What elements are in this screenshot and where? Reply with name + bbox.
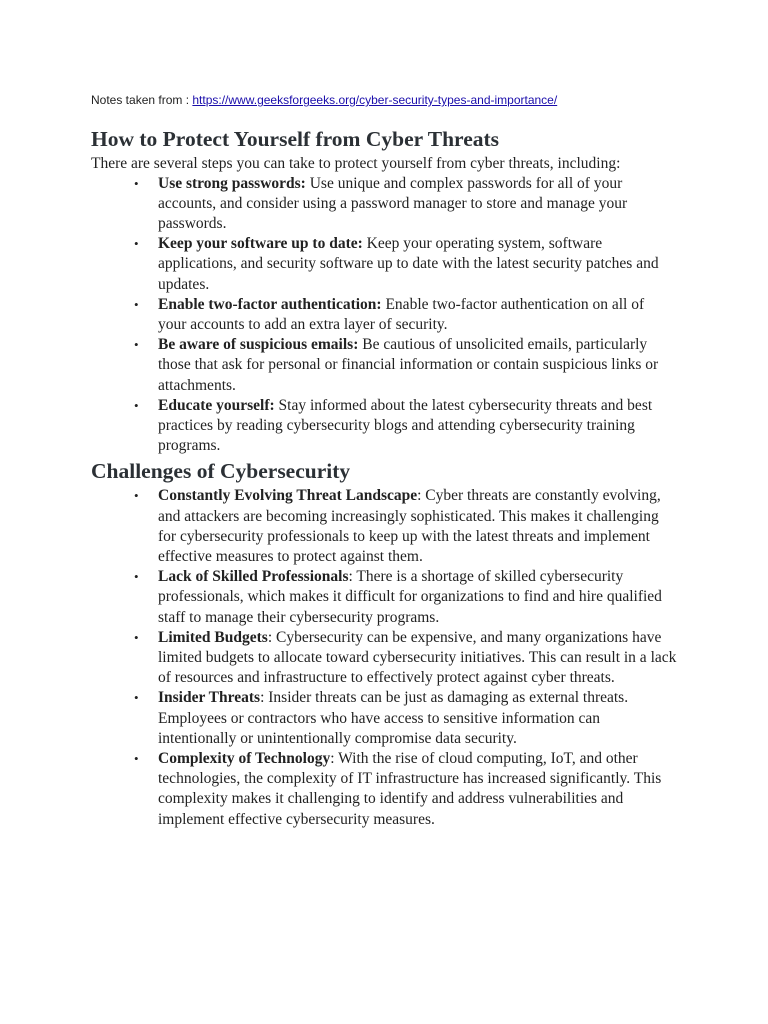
source-link[interactable]: https://www.geeksforgeeks.org/cyber-security-types-and-importance/ [192,93,558,107]
list-item-term: Complexity of Technology [158,749,331,767]
list-item [91,749,677,830]
list-item-text: Enable two-factor authentication on all of your accounts to add an extra layer of security. [158,295,645,333]
challenges-section [91,456,677,829]
bullet-icon: • [134,236,139,252]
challenges-list [91,486,677,829]
bullet-icon: • [134,629,139,645]
section-heading-protect: How to Protect Yourself from Cyber Threats [91,127,500,151]
list-item [91,174,677,235]
bullet-icon: • [134,175,139,191]
list-item [91,335,677,396]
section-heading-challenges: Challenges of Cybersecurity [91,459,351,484]
bullet-icon: • [134,397,139,413]
list-item [91,688,677,749]
document-content [91,124,677,830]
list-item-term: Educate yourself: [158,396,275,414]
list-item-text: : Cyber threats are constantly evolving, and attackers are becoming increasingly sophisticated. This makes it challenging for cybersecurity professionals to keep up with the latest threats and implement effective measures to protect against them. [158,487,661,565]
list-item-term: Limited Budgets [158,628,268,646]
list-item-term: Insider Threats [158,689,261,707]
protect-intro-paragraph: There are several steps you can take to protect yourself from cyber threats, including: [91,155,621,172]
list-item-text: Keep your operating system, software applications, and security software up to date with the latest security patches and updates. [158,235,659,293]
bullet-icon: • [134,337,139,353]
protect-steps-list [91,174,677,457]
list-item-term: Keep your software up to date: [158,235,363,253]
bullet-icon: • [134,750,139,766]
list-item-text: Use unique and complex passwords for all of your accounts, and consider using a password manager to store and manage your passwords. [158,174,628,232]
source-note [91,93,557,107]
bullet-icon: • [134,488,139,504]
bullet-icon: • [134,569,139,585]
list-item-text: : Insider threats can be just as damaging as external threats. Employees or contractors who have access to sensitive information can intentionally or unintentionally compromise data security. [158,689,629,747]
list-item-term: Constantly Evolving Threat Landscape [158,487,418,505]
list-item [91,295,677,335]
list-item-text: Stay informed about the latest cybersecurity threats and best practices by reading cybersecurity blogs and attending cybersecurity training programs. [158,396,653,455]
list-item-text: : There is a shortage of skilled cybersecurity professionals, which makes it difficult for organizations to find and hire qualified staff to manage their cybersecurity programs. [158,568,662,626]
list-item [91,396,677,457]
list-item-term: Use strong passwords: [158,174,306,192]
bullet-icon: • [134,690,139,706]
list-item [91,628,677,689]
list-item-text: : Cybersecurity can be expensive, and many organizations have limited budgets to allocate toward cybersecurity initiatives. This can result in a lack of resources and infrastructure to effectively protect against cyber threats. [158,628,677,687]
list-item [91,486,677,567]
list-item-text: : With the rise of cloud computing, IoT, and other technologies, the complexity of IT infrastructure has increased significantly. This complexity makes it challenging to identify and address vulnerabilities and implement effective cybersecurity measures. [158,749,662,828]
list-item-term: Enable two-factor authentication: [158,295,382,313]
bullet-icon: • [134,296,139,312]
source-note-prefix: Notes taken from : [91,93,193,107]
list-item-term: Be aware of suspicious emails: [158,336,359,354]
list-item [91,234,677,295]
list-item-text: Be cautious of unsolicited emails, particularly those that ask for personal or financial information or contain suspicious links or attachments. [158,336,659,394]
list-item [91,567,677,628]
list-item-term: Lack of Skilled Professionals [158,568,349,586]
protect-yourself-section [91,124,677,456]
